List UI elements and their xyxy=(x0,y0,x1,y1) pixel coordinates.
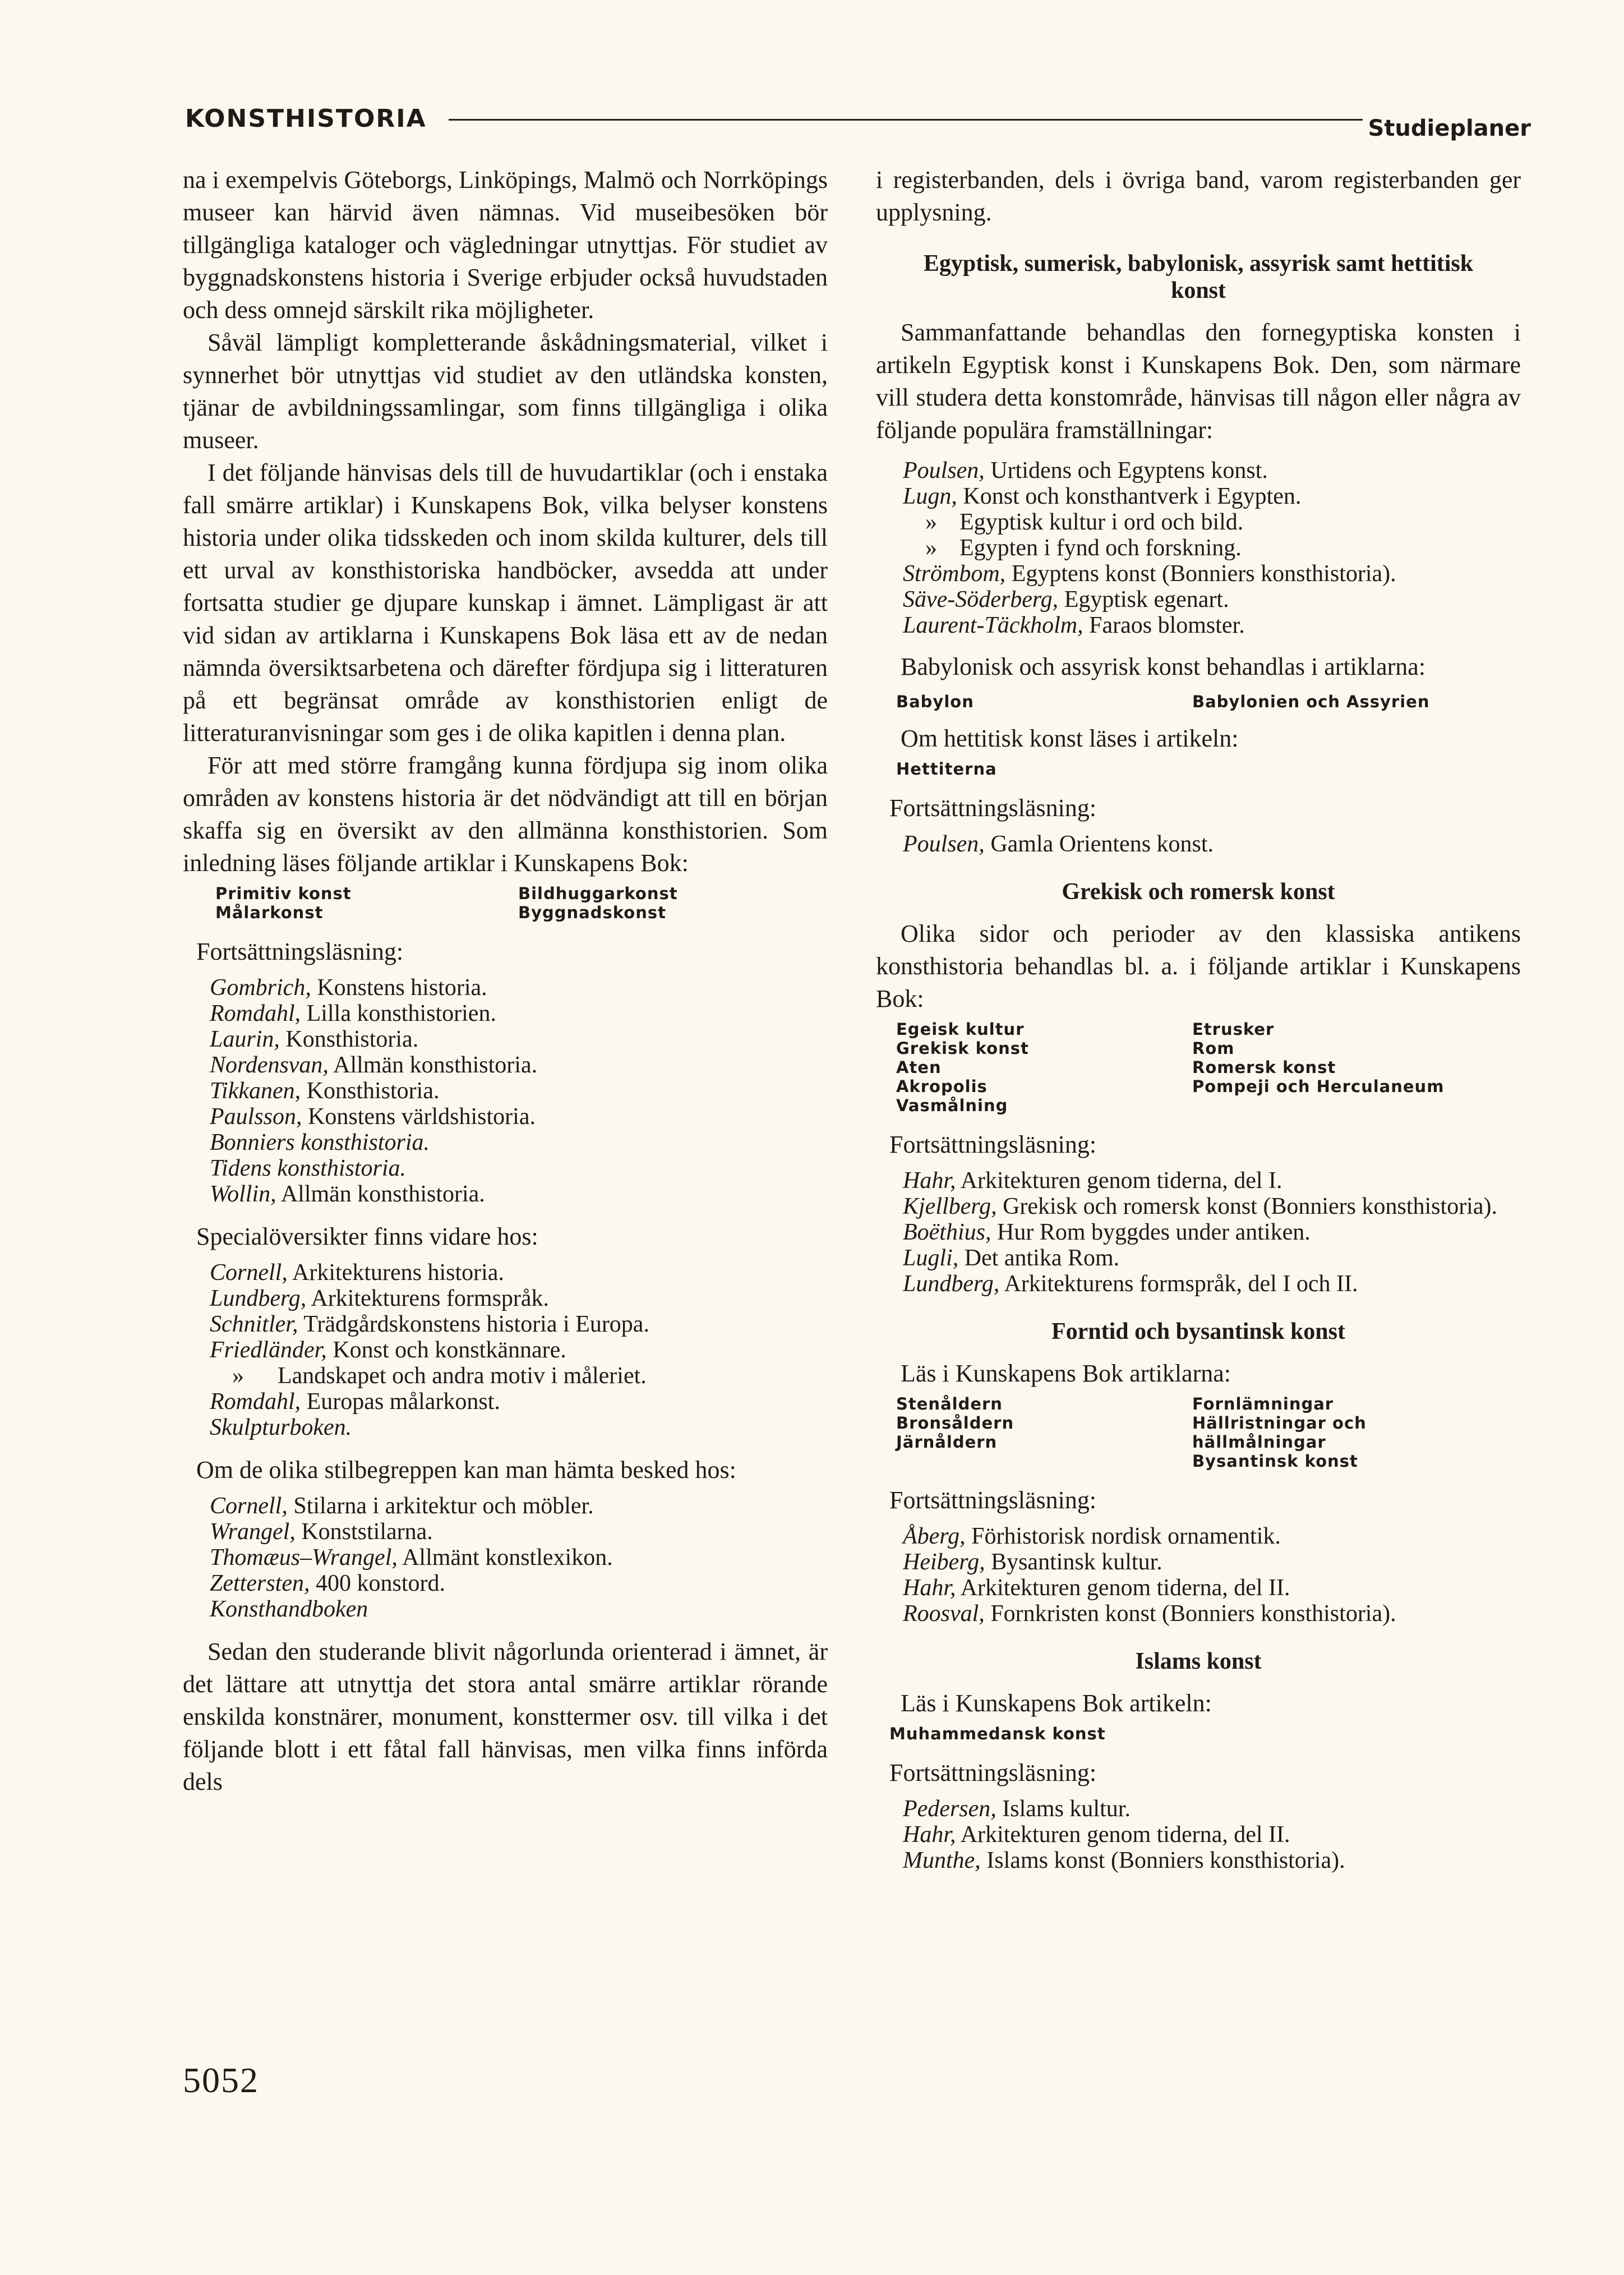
reading-label: Fortsättningsläsning: xyxy=(889,1759,1097,1786)
entry-title: Allmän konsthistoria. xyxy=(333,1052,538,1078)
article-name: Rom xyxy=(1192,1039,1235,1058)
article-name: Babylonien och Assyrien xyxy=(1192,692,1430,711)
paragraph: Sammanfattande behandlas den fornegyptiska konsten i artikeln Egyptisk konst i Kunskapens Bok. Den, som närmare vill studera detta konstområde, hänvisas till någon eller några av följande populära framställningar: xyxy=(876,319,1521,444)
entry-author: Gombrich, xyxy=(210,975,311,1001)
article-name: Målarkonst xyxy=(215,903,324,922)
bibliography-entry xyxy=(903,1549,1521,1575)
header-rule xyxy=(449,119,1363,121)
bibliography-entry xyxy=(210,1155,828,1181)
entry-author: Säve-Söderberg, xyxy=(903,587,1059,612)
bibliography-entry xyxy=(210,1181,828,1207)
bibliography-list xyxy=(210,1493,828,1622)
entry-author: Kjellberg, xyxy=(903,1194,997,1219)
entry-title: Arkitekturen genom tiderna, del II. xyxy=(960,1575,1290,1601)
bibliography-entry xyxy=(903,1796,1521,1822)
entry-title: Landskapet och andra motiv i måleriet. xyxy=(278,1363,647,1389)
entry-author: Boëthius, xyxy=(903,1219,991,1245)
entry-author: Skulpturboken. xyxy=(210,1415,352,1440)
article-name: Hettiterna xyxy=(896,759,997,779)
article-name: Primitiv konst xyxy=(215,884,352,903)
bibliography-list xyxy=(210,975,828,1207)
article-name: Järnåldern xyxy=(896,1433,998,1452)
entry-author: Lundberg, xyxy=(903,1271,1000,1297)
bibliography-entry xyxy=(210,1415,828,1440)
bibliography-entry xyxy=(210,1260,828,1286)
bibliography-entry xyxy=(210,1311,828,1337)
entry-title: Faraos blomster. xyxy=(1089,612,1245,638)
entry-title: Allmänt konstlexikon. xyxy=(402,1545,613,1571)
entry-author: Lundberg, xyxy=(210,1286,307,1311)
entry-author: Strömbom, xyxy=(903,561,1006,587)
paragraph: Olika sidor och perioder av den klassiska antikens konsthistoria behandlas bl. a. i följande artiklar i Kunskapens Bok: xyxy=(876,920,1521,1012)
bibliography-entry xyxy=(210,1104,828,1130)
bibliography-entry xyxy=(210,1571,828,1596)
bibliography-entry xyxy=(210,1389,828,1415)
entry-title: Konstens historia. xyxy=(317,975,487,1001)
article-column xyxy=(518,884,821,922)
entry-title: Grekisk och romersk konst (Bonniers konsthistoria). xyxy=(1003,1194,1497,1219)
section-heading: Egyptisk, sumerisk, babylonisk, assyrisk samt hettitisk konst xyxy=(923,251,1474,303)
article-name: Egeisk kultur xyxy=(896,1020,1025,1039)
paragraph: Sedan den studerande blivit någorlunda orienterad i ämnet, är det lättare att utnyttja det stora antal smärre artiklar rörande enskilda konstnärer, monument, konsttermer osv. till vilka i det följande blott i ett fåtal fall hänvisas, men vilka finns införda dels xyxy=(183,1638,828,1795)
article-list xyxy=(215,884,828,922)
bibliography-list xyxy=(903,1796,1521,1873)
entry-author: Lugli, xyxy=(903,1245,959,1271)
bibliography-entry xyxy=(903,535,1521,561)
reading-label: Fortsättningsläsning: xyxy=(196,938,404,965)
entry-title: 400 konstord. xyxy=(315,1571,445,1596)
bibliography-entry xyxy=(903,587,1521,612)
entry-author: Thomæus–Wrangel, xyxy=(210,1545,398,1571)
paragraph: Såväl lämpligt kompletterande åskådningsmaterial, vilket i synnerhet bör utnyttjas vid studiet av den utländska konsten, tjänar de avbildningssamlingar, som finns tillgängliga i olika museer. xyxy=(183,329,828,454)
paragraph: Om hettitisk konst läses i artikeln: xyxy=(901,725,1239,752)
bibliography-entry xyxy=(903,1848,1521,1873)
bibliography-entry xyxy=(903,458,1521,483)
entry-author: Wrangel, xyxy=(210,1519,296,1545)
article-name: Stenåldern xyxy=(896,1394,1003,1413)
entry-author: Laurin, xyxy=(210,1026,280,1052)
section-heading: Grekisk och romersk konst xyxy=(1062,879,1335,905)
entry-author: Heiberg, xyxy=(903,1549,985,1575)
entry-title: Stilarna i arkitektur och möbler. xyxy=(293,1493,594,1519)
bibliography-entry xyxy=(210,1286,828,1311)
entry-title: Egypten i fynd och forskning. xyxy=(959,535,1242,561)
bibliography-list xyxy=(903,1168,1521,1297)
entry-title: Islams kultur. xyxy=(1002,1796,1131,1822)
entry-title: Arkitekturens historia. xyxy=(292,1260,504,1286)
bibliography-entry xyxy=(903,1219,1521,1245)
entry-title: Konst och konstkännare. xyxy=(333,1337,566,1363)
reading-label: Fortsättningsläsning: xyxy=(889,1131,1097,1158)
bibliography-entry xyxy=(210,1001,828,1026)
entry-author: Roosval, xyxy=(903,1601,985,1627)
bibliography-entry xyxy=(210,1337,828,1363)
entry-title: Konst och konsthantverk i Egypten. xyxy=(963,483,1302,509)
entry-author: Nordensvan, xyxy=(210,1052,329,1078)
bibliography-entry xyxy=(210,1519,828,1545)
entry-author: Konsthandboken xyxy=(210,1596,368,1622)
article-name: Bildhuggarkonst xyxy=(518,884,678,903)
entry-author: Åberg, xyxy=(903,1523,966,1549)
entry-title: Urtidens och Egyptens konst. xyxy=(990,458,1268,483)
bibliography-entry xyxy=(210,1363,828,1389)
bibliography-list xyxy=(210,1260,828,1440)
entry-author: Schnitler, xyxy=(210,1311,298,1337)
article-name: Grekisk konst xyxy=(896,1039,1029,1058)
section-heading: Islams konst xyxy=(1135,1648,1262,1674)
bibliography-entry xyxy=(903,1523,1521,1549)
entry-author: Lugn, xyxy=(903,483,957,509)
entry-author: Bonniers konsthistoria. xyxy=(210,1130,430,1155)
ditto-mark: » xyxy=(232,1363,244,1389)
entry-title: Fornkristen konst (Bonniers konsthistoria). xyxy=(990,1601,1396,1627)
bibliography-list xyxy=(903,1523,1521,1627)
right-column xyxy=(876,164,1521,1873)
entry-author: Tikkanen, xyxy=(210,1078,301,1104)
article-column xyxy=(896,1020,1192,1115)
entry-title: Arkitekturens formspråk, del I och II. xyxy=(1004,1271,1358,1297)
article-name: Babylon xyxy=(896,692,974,711)
entry-title: Konststilarna. xyxy=(301,1519,433,1545)
entry-title: Allmän konsthistoria. xyxy=(280,1181,485,1207)
bibliography-entry xyxy=(210,1493,828,1519)
article-column xyxy=(1192,1394,1506,1471)
article-name: Bysantinsk konst xyxy=(1192,1452,1358,1471)
bibliography-entry xyxy=(903,1822,1521,1848)
bibliography-entry xyxy=(903,612,1521,638)
entry-title: Det antika Rom. xyxy=(964,1245,1120,1271)
article-list xyxy=(896,1394,1521,1471)
entry-author: Cornell, xyxy=(210,1493,288,1519)
bibliography-entry xyxy=(903,831,1521,857)
entry-author: Romdahl, xyxy=(210,1001,301,1026)
reading-label: Om de olika stilbegreppen kan man hämta besked hos: xyxy=(196,1456,736,1484)
bibliography-entry xyxy=(903,1168,1521,1194)
reading-label: Specialöversikter finns vidare hos: xyxy=(196,1223,538,1250)
entry-author: Zettersten, xyxy=(210,1571,310,1596)
entry-author: Hahr, xyxy=(903,1168,956,1194)
entry-title: Lilla konsthistorien. xyxy=(306,1001,496,1026)
entry-title: Trädgårdskonstens historia i Europa. xyxy=(303,1311,649,1337)
article-name: Vasmålning xyxy=(896,1096,1008,1115)
entry-title: Egyptisk kultur i ord och bild. xyxy=(959,509,1244,535)
article-name: Akropolis xyxy=(896,1077,988,1096)
paragraph: na i exempelvis Göteborgs, Linköpings, Malmö och Norrköpings museer kan härvid även nämnas. Vid museibesöken bör tillgängliga kataloger och vägledningar utnyttjas. För studiet av byggnadskonstens historia i Sverige erbjuder också huvudstaden och dess omnejd särskilt rika möjligheter. xyxy=(183,166,828,324)
paragraph: Läs i Kunskapens Bok artiklarna: xyxy=(901,1360,1231,1387)
article-name: Bronsåldern xyxy=(896,1413,1014,1433)
article-column xyxy=(896,1394,1192,1471)
article-name: Fornlämningar xyxy=(1192,1394,1334,1413)
article-list xyxy=(896,692,1521,711)
article-column xyxy=(215,884,518,922)
paragraph: För att med större framgång kunna fördjupa sig inom olika områden av konstens historia är det nödvändigt att till en början skaffa sig en översikt av den allmänna konsthistorien. Som inledning läses följande artiklar i Kunskapens Bok: xyxy=(183,752,828,877)
left-column xyxy=(183,164,828,1798)
entry-author: Hahr, xyxy=(903,1822,956,1848)
article-column xyxy=(1192,1020,1506,1115)
bibliography-entry xyxy=(210,1130,828,1155)
entry-author: Friedländer, xyxy=(210,1337,327,1363)
bibliography-entry xyxy=(210,975,828,1001)
paragraph: Babylonisk och assyrisk konst behandlas i artiklarna: xyxy=(901,653,1426,680)
entry-title: Förhistorisk nordisk ornamentik. xyxy=(971,1523,1281,1549)
article-name: Hällristningar och hällmålningar xyxy=(1192,1413,1367,1452)
bibliography-entry xyxy=(210,1078,828,1104)
article-name: Etrusker xyxy=(1192,1020,1275,1039)
bibliography-entry xyxy=(903,1601,1521,1627)
entry-author: Paulsson, xyxy=(210,1104,302,1130)
entry-title: Konstens världshistoria. xyxy=(308,1104,536,1130)
entry-author: Cornell, xyxy=(210,1260,288,1286)
bibliography-entry xyxy=(210,1545,828,1571)
paragraph: i registerbanden, dels i övriga band, varom registerbanden ger upplysning. xyxy=(876,166,1521,226)
entry-title: Arkitekturen genom tiderna, del II. xyxy=(960,1822,1290,1848)
section-heading: Forntid och bysantinsk konst xyxy=(1051,1319,1345,1344)
section-subtitle: Studieplaner xyxy=(1368,116,1531,141)
entry-author: Laurent-Täckholm, xyxy=(903,612,1083,638)
bibliography-entry xyxy=(903,1271,1521,1297)
bibliography-list xyxy=(903,458,1521,638)
entry-title: Europas målarkonst. xyxy=(306,1389,500,1415)
entry-author: Romdahl, xyxy=(210,1389,301,1415)
bibliography-entry xyxy=(903,1194,1521,1219)
bibliography-list xyxy=(903,831,1521,857)
bibliography-entry xyxy=(903,509,1521,535)
bibliography-entry xyxy=(210,1052,828,1078)
entry-author: Wollin, xyxy=(210,1181,276,1207)
article-name: Aten xyxy=(896,1058,942,1077)
entry-title: Egyptens konst (Bonniers konsthistoria). xyxy=(1011,561,1396,587)
entry-author: Pedersen, xyxy=(903,1796,996,1822)
article-name: Romersk konst xyxy=(1192,1058,1336,1077)
bibliography-entry xyxy=(903,561,1521,587)
entry-title: Gamla Orientens konst. xyxy=(990,831,1214,857)
entry-title: Konsthistoria. xyxy=(306,1078,440,1104)
entry-title: Konsthistoria. xyxy=(285,1026,419,1052)
ditto-mark: » xyxy=(925,535,937,561)
article-list xyxy=(896,1020,1521,1115)
running-header xyxy=(185,102,1531,147)
article-name: Muhammedansk konst xyxy=(889,1724,1106,1743)
bibliography-entry xyxy=(210,1026,828,1052)
bibliography-entry xyxy=(903,483,1521,509)
entry-author: Munthe, xyxy=(903,1848,981,1873)
paragraph: I det följande hänvisas dels till de huvudartiklar (och i enstaka fall smärre artiklar) i Kunskapens Bok, vilka belyser konstens historia under olika tidsskeden och inom skilda kulturer, dels till ett urval av konsthistoriska handböcker, avsedda att under fortsatta studier ge djupare kunskap i ämnet. Lämpligast är att vid sidan av artiklarna i Kunskapens Bok läsa ett av de nedan nämnda översiktsarbetena och därefter fördjupa sig i litteraturen på ett begränsat område av konsthistorien enligt de litteraturanvisningar som ges i de olika kapitlen i denna plan. xyxy=(183,459,828,747)
entry-author: Hahr, xyxy=(903,1575,956,1601)
entry-title: Arkitekturens formspråk. xyxy=(311,1286,550,1311)
page-number: 5052 xyxy=(183,2060,259,2100)
entry-title: Islams konst (Bonniers konsthistoria). xyxy=(986,1848,1345,1873)
article-name: Pompeji och Herculaneum xyxy=(1192,1077,1445,1096)
section-title: KONSTHISTORIA xyxy=(185,104,427,133)
entry-title: Arkitekturen genom tiderna, del I. xyxy=(960,1168,1282,1194)
reading-label: Fortsättningsläsning: xyxy=(889,794,1097,822)
ditto-mark: » xyxy=(925,509,937,535)
bibliography-entry xyxy=(210,1596,828,1622)
bibliography-entry xyxy=(903,1575,1521,1601)
entry-title: Hur Rom byggdes under antiken. xyxy=(996,1219,1311,1245)
entry-author: Poulsen, xyxy=(903,831,985,857)
reading-label: Fortsättningsläsning: xyxy=(889,1486,1097,1514)
article-name: Byggnadskonst xyxy=(518,903,666,922)
bibliography-entry xyxy=(903,1245,1521,1271)
entry-title: Egyptisk egenart. xyxy=(1064,587,1229,612)
entry-author: Tidens konsthistoria. xyxy=(210,1155,407,1181)
entry-author: Poulsen, xyxy=(903,458,985,483)
paragraph: Läs i Kunskapens Bok artikeln: xyxy=(901,1689,1212,1717)
entry-title: Bysantinsk kultur. xyxy=(991,1549,1162,1575)
